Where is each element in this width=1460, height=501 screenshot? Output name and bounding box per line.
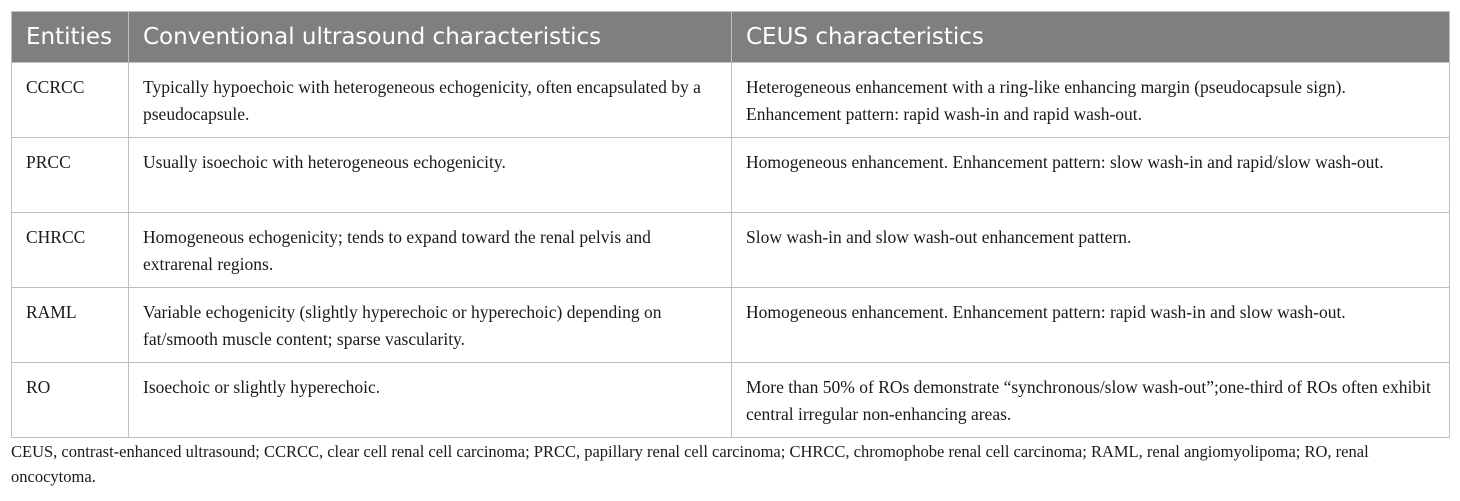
- characteristics-table: [11, 11, 1450, 438]
- conventional-cell: Isoechoic or slightly hyperechoic.: [129, 363, 732, 438]
- header-row: [12, 12, 1450, 63]
- table-row: [12, 213, 1450, 288]
- table-row: [12, 363, 1450, 438]
- ceus-cell: More than 50% of ROs demonstrate “synchronous/slow wash-out”;one-third of ROs often exhibit central irregular non-enhancing areas.: [732, 363, 1450, 438]
- ceus-cell: Homogeneous enhancement. Enhancement pattern: rapid wash-in and slow wash-out.: [732, 288, 1450, 363]
- conventional-cell: Usually isoechoic with heterogeneous echogenicity.: [129, 138, 732, 213]
- entity-cell: RO: [12, 363, 129, 438]
- conventional-cell: Variable echogenicity (slightly hyperechoic or hyperechoic) depending on fat/smooth muscle content; sparse vascularity.: [129, 288, 732, 363]
- conventional-cell: Homogeneous echogenicity; tends to expand toward the renal pelvis and extrarenal regions.: [129, 213, 732, 288]
- table-body: [12, 63, 1450, 438]
- table-row: [12, 138, 1450, 213]
- ceus-cell: Slow wash-in and slow wash-out enhancement pattern.: [732, 213, 1450, 288]
- conventional-cell: Typically hypoechoic with heterogeneous echogenicity, often encapsulated by a pseudocapsule.: [129, 63, 732, 138]
- entity-cell: CCRCC: [12, 63, 129, 138]
- header-ceus: CEUS characteristics: [732, 12, 1450, 63]
- ceus-cell: Heterogeneous enhancement with a ring-like enhancing margin (pseudocapsule sign). Enhancement pattern: rapid wash-in and rapid wash-out.: [732, 63, 1450, 138]
- entity-cell: CHRCC: [12, 213, 129, 288]
- table-header: [12, 12, 1450, 63]
- table-footnote: CEUS, contrast-enhanced ultrasound; CCRCC, clear cell renal cell carcinoma; PRCC, papillary renal cell carcinoma; CHRCC, chromophobe renal cell carcinoma; RAML, renal angiomyolipoma; RO, renal oncocytoma.: [11, 442, 1369, 486]
- characteristics-table-container: [11, 11, 1449, 438]
- table-row: [12, 288, 1450, 363]
- header-entities: Entities: [12, 12, 129, 63]
- header-conventional-ultrasound: Conventional ultrasound characteristics: [129, 12, 732, 63]
- ceus-cell: Homogeneous enhancement. Enhancement pattern: slow wash-in and rapid/slow wash-out.: [732, 138, 1450, 213]
- entity-cell: PRCC: [12, 138, 129, 213]
- entity-cell: RAML: [12, 288, 129, 363]
- table-row: [12, 63, 1450, 138]
